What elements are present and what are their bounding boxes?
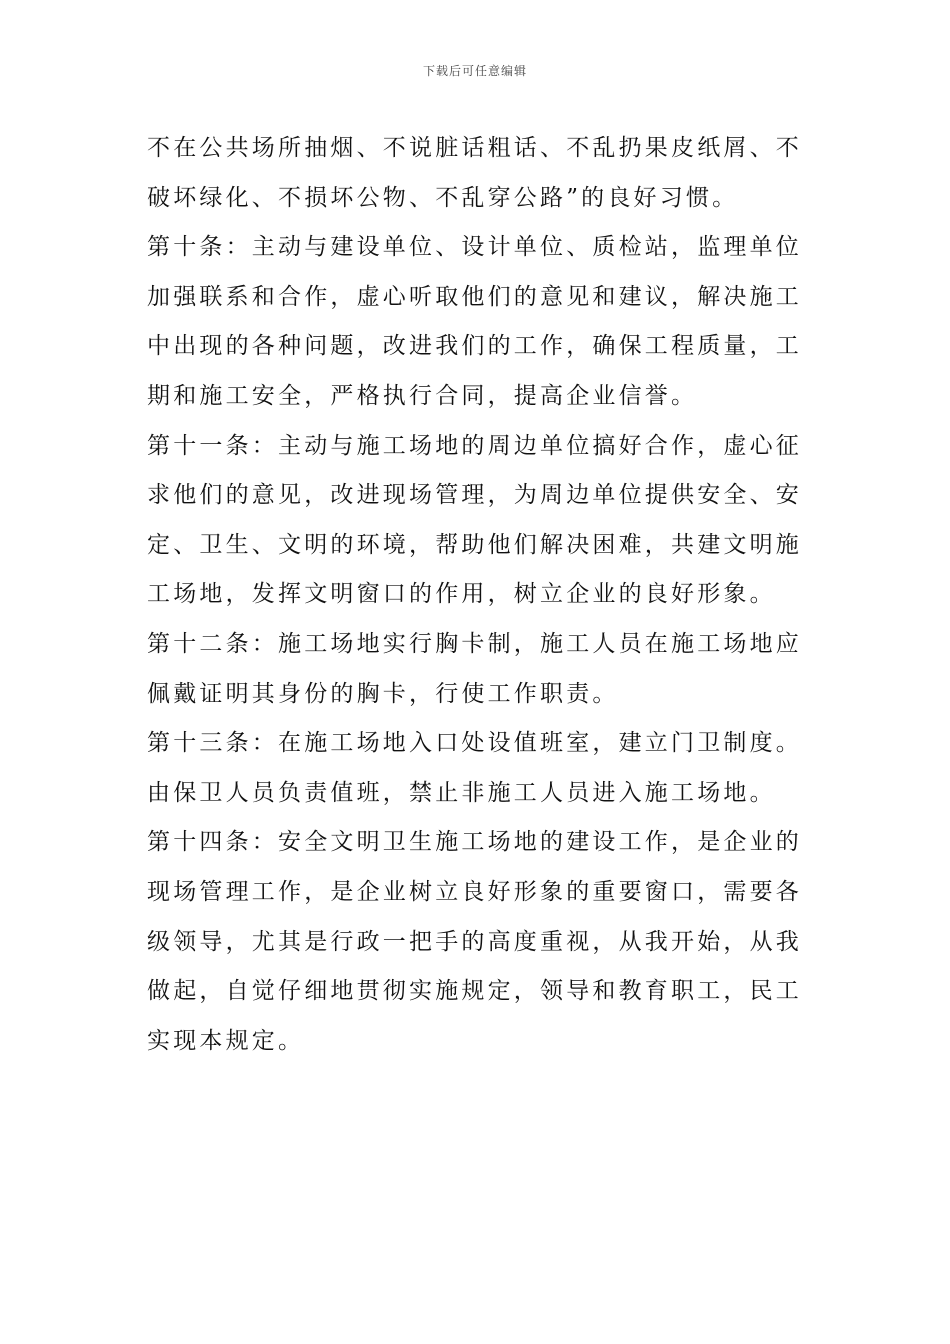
text-line: 定、卫生、文明的环境，帮助他们解决困难，共建文明施 [147,531,802,558]
text-line: 第十三条：在施工场地入口处设值班室，建立门卫制度。 [147,730,802,757]
body-text [147,124,813,1066]
text-line: 工场地，发挥文明窗口的作用，树立企业的良好形象。 [147,581,776,608]
text-line: 现场管理工作，是企业树立良好形象的重要窗口，需要各 [147,878,802,905]
text-line: 求他们的意见，改进现场管理，为周边单位提供安全、安 [147,482,802,509]
text-line: 由保卫人员负责值班，禁止非施工人员进入施工场地。 [147,779,776,806]
text-line: 第十四条：安全文明卫生施工场地的建设工作，是企业的 [147,829,802,856]
text-line: 加强联系和合作，虚心听取他们的意见和建议，解决施工 [147,283,802,310]
text-line: 做起，自觉仔细地贯彻实施规定，领导和教育职工，民工 [147,978,802,1005]
text-line: 第十条：主动与建设单位、设计单位、质检站，监理单位 [147,234,802,261]
text-line: 第十二条：施工场地实行胸卡制，施工人员在施工场地应 [147,630,802,657]
text-line: 级领导，尤其是行政一把手的高度重视，从我开始，从我 [147,928,802,955]
text-line: 破坏绿化、不损坏公物、不乱穿公路”的良好习惯。 [147,184,739,211]
text-line: 中出现的各种问题，改进我们的工作，确保工程质量，工 [147,333,802,360]
text-line: 不在公共场所抽烟、不说脏话粗话、不乱扔果皮纸屑、不 [147,135,802,161]
text-line: 第十一条：主动与施工场地的周边单位搞好合作，虚心征 [147,432,802,459]
text-line: 实现本规定。 [147,1027,305,1054]
header-note: 下载后可任意编辑 [422,64,527,78]
text-line: 佩戴证明其身份的胸卡，行使工作职责。 [147,680,619,707]
text-line: 期和施工安全，严格执行合同，提高企业信誉。 [147,382,698,409]
